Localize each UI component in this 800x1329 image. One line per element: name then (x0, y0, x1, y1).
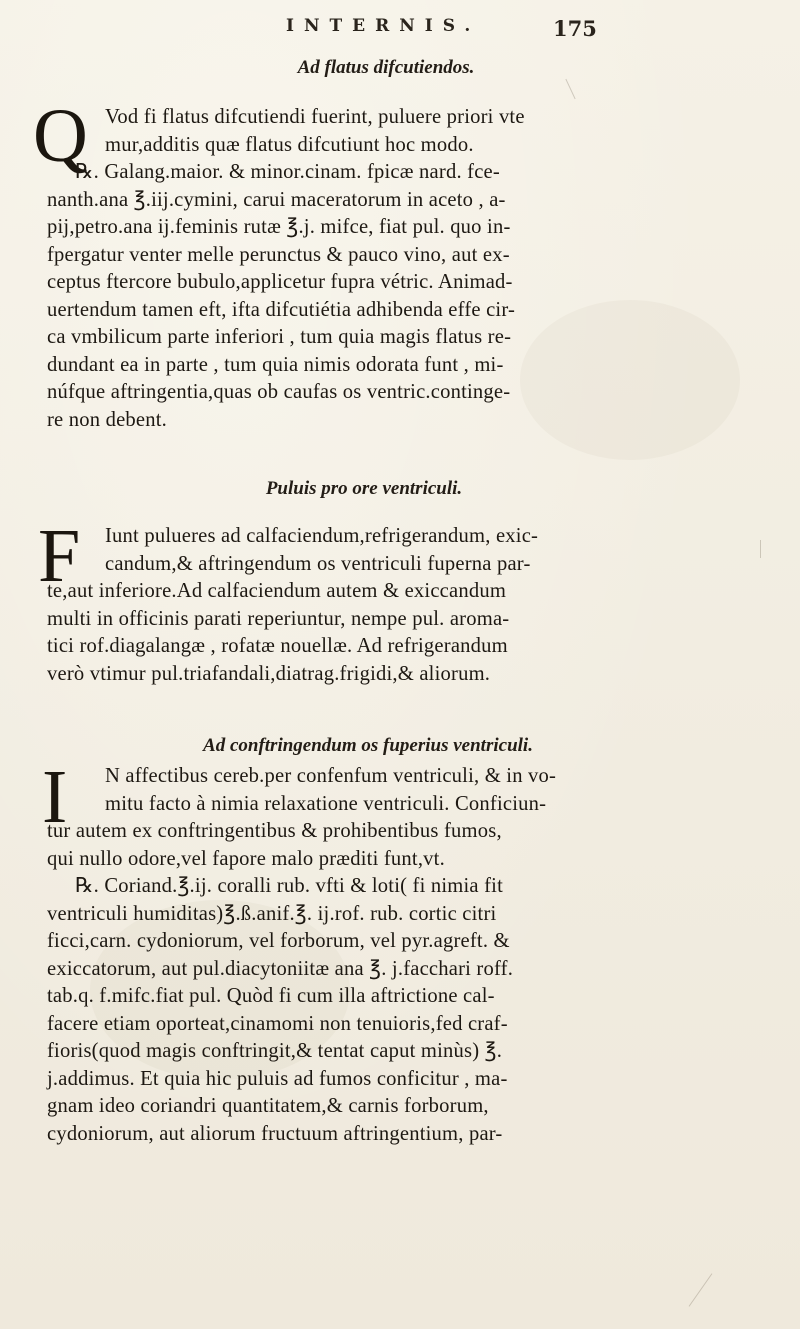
ink-mark (760, 540, 761, 558)
drop-cap: Q (33, 94, 88, 178)
ink-mark (689, 1273, 713, 1306)
text-line: pij,petro.ana ij.feminis rutæ ℥.j. mifce, fiat pul. quo in- (47, 216, 511, 238)
text-line: ℞. Coriand.℥.ij. coralli rub. vfti & loti( fi nimia fit (75, 875, 503, 897)
text-line: ficci,carn. cydoniorum, vel forborum, vel pyr.agreft. & (47, 930, 510, 952)
text-line: j.addimus. Et quia hic puluis ad fumos conficitur , ma- (47, 1067, 508, 1090)
ink-mark (565, 79, 575, 99)
section-title: Puluis pro ore ventriculi. (265, 478, 463, 499)
text-line: verò vtimur pul.triafandali,diatrag.frigidi,& aliorum. (47, 662, 491, 685)
text-line: cydoniorum, aut aliorum fructuum aftringentium, par- (47, 1122, 503, 1145)
text-line: Vod fi flatus difcutiendi fuerint, puluere priori vte (105, 106, 525, 128)
page-number: 175 (553, 16, 597, 41)
text-line: ceptus ftercore bubulo,applicetur fupra vétric. Animad- (47, 271, 513, 293)
text-line: uertendum tamen eft, ifta difcutiétia adhibenda effe cir- (47, 298, 516, 321)
text-line: gnam ideo coriandri quantitatem,& carnis forborum, (47, 1095, 489, 1117)
text-line: tici rof.diagalangæ , rofatæ nouellæ. Ad refrigerandum (47, 635, 508, 657)
text-line: mitu facto à nimia relaxatione ventriculi. Conficiun- (105, 792, 547, 815)
text-line: tur autem ex conftringentibus & prohibentibus fumos, (47, 820, 502, 842)
text-line: fioris(quod magis conftringit,& tentat caput minùs) ℥. (47, 1040, 503, 1062)
text-line: ℞. Galang.maior. & minor.cinam. fpicæ nard. fce- (75, 161, 500, 183)
text-line: fpergatur venter melle perunctus & pauco vino, aut ex- (47, 243, 510, 266)
paragraph (47, 523, 747, 688)
text-line: núfque aftringentia,quas ob caufas os ventric.continge- (47, 381, 511, 403)
text-line: mur,additis quæ flatus difcutiunt hoc modo. (105, 133, 474, 156)
text-line: candum,& aftringendum os ventriculi fuperna par- (105, 552, 531, 575)
text-line: Iunt pulueres ad calfaciendum,refrigerandum, exic- (105, 525, 539, 547)
page-header (0, 16, 800, 46)
section-title: Ad conftringendum os fuperius ventriculi. (203, 735, 533, 756)
text-line: exiccatorum, aut pul.diacytoniitæ ana ℥. j.facchari roff. (47, 957, 514, 980)
text-line: re non debent. (47, 408, 168, 431)
text-line: ventriculi humiditas)℥.ß.anif.℥. ij.rof. rub. cortic citri (47, 902, 497, 925)
drop-cap: F (38, 514, 81, 598)
text-line: qui nullo odore,vel fapore malo præditi funt,vt. (47, 847, 445, 870)
paragraph (47, 763, 747, 1148)
section-title: Ad flatus difcutiendos. (297, 57, 475, 78)
paragraph (47, 104, 747, 434)
text-line: multi in officinis parati reperiuntur, nempe pul. aroma- (47, 607, 510, 630)
text-line: N affectibus cereb.per confenfum ventriculi, & in vo- (105, 765, 557, 787)
text-line: ca vmbilicum parte inferiori , tum quia magis flatus re- (47, 326, 512, 348)
text-line: nanth.ana ℥.iij.cymini, carui maceratorum in aceto , a- (47, 188, 506, 211)
running-head: INTERNIS. (286, 16, 481, 36)
text-line: te,aut inferiore.Ad calfaciendum autem & exiccandum (47, 580, 507, 602)
drop-cap: I (42, 755, 68, 839)
text-line: dundant ea in parte , tum quia nimis odorata funt , mi- (47, 353, 504, 376)
text-line: tab.q. f.mifc.fiat pul. Quòd fi cum illa aftrictione cal- (47, 985, 495, 1007)
text-line: facere etiam oporteat,cinamomi non tenuioris,fed craf- (47, 1012, 508, 1035)
